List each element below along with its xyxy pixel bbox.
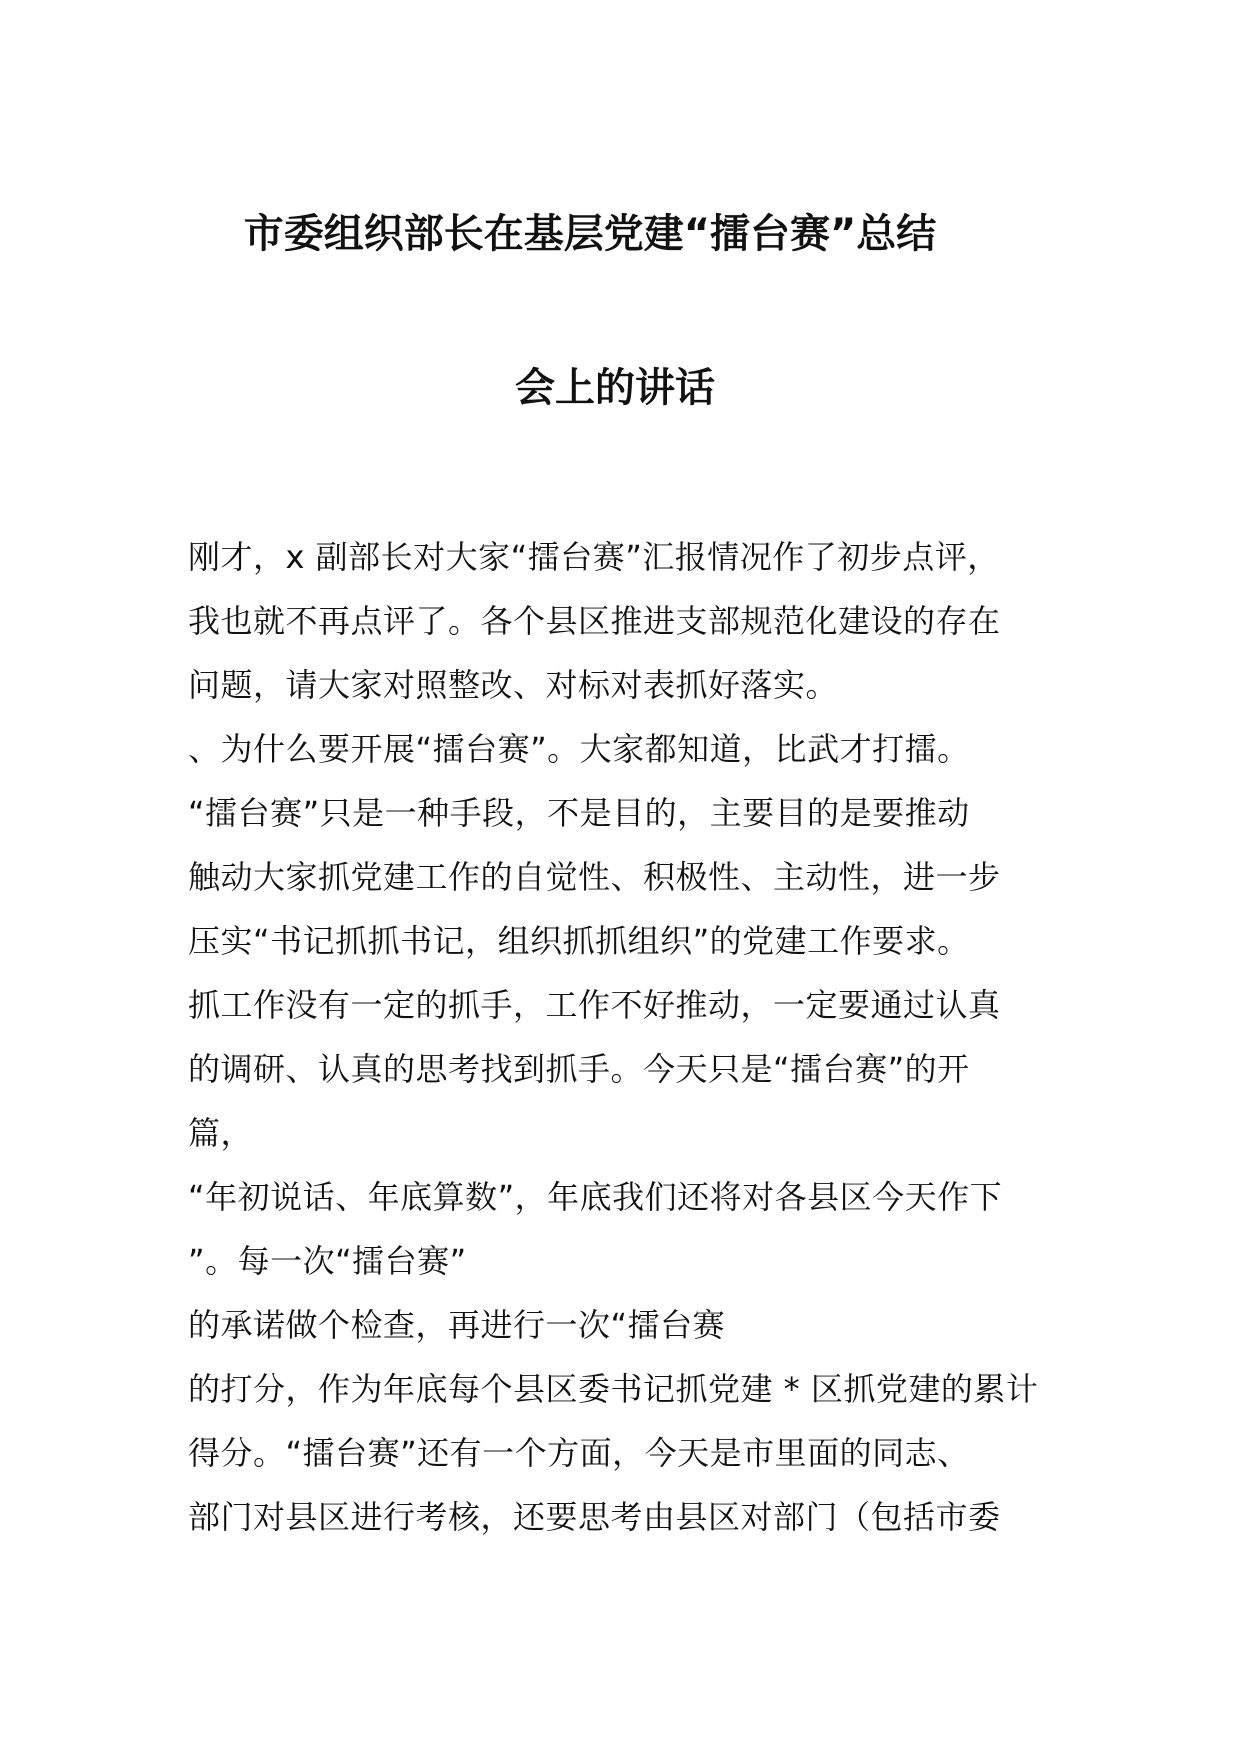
body-line: 的承诺做个检查，再进行一次“擂台赛 xyxy=(188,1306,726,1344)
body-line: 刚才，x 副部长对大家“擂台赛”汇报情况作了初步点评， xyxy=(188,538,1000,576)
body-line: 压实“书记抓抓书记，组织抓抓组织”的党建工作要求。 xyxy=(188,922,970,960)
body-line: 问题，请大家对照整改、对标对表抓好落实。 xyxy=(188,666,839,704)
document-title-line-2: 会上的讲话 xyxy=(515,365,715,411)
body-line: 触动大家抓党建工作的自觉性、积极性、主动性，进一步 xyxy=(188,858,1001,896)
body-line: 我也就不再点评了。各个县区推进支部规范化建设的存在 xyxy=(188,602,1001,640)
body-line: “年初说话、年底算数”，年底我们还将对各县区今天作下 xyxy=(188,1178,1003,1216)
body-line: 抓工作没有一定的抓手，工作不好推动，一定要通过认真 xyxy=(188,986,1001,1024)
body-line: 得分。“擂台赛”还有一个方面，今天是市里面的同志、 xyxy=(188,1434,970,1472)
body-line: ”。每一次“擂台赛” xyxy=(188,1242,467,1280)
body-line: 、为什么要开展“擂台赛”。大家都知道，比武才打擂。 xyxy=(188,730,970,768)
body-line: 篇， xyxy=(188,1114,254,1152)
body-line: 的打分，作为年底每个县区委书记抓党建 * 区抓党建的累计 xyxy=(188,1370,1039,1408)
document-title-line-1: 市委组织部长在基层党建“擂台赛”总结 xyxy=(243,211,937,257)
body-line: 的调研、认真的思考找到抓手。今天只是“擂台赛”的开 xyxy=(188,1050,970,1088)
body-line: 部门对县区进行考核，还要思考由县区对部门（包括市委 xyxy=(188,1498,1001,1536)
body-line: “擂台赛”只是一种手段，不是目的，主要目的是要推动 xyxy=(188,794,970,832)
